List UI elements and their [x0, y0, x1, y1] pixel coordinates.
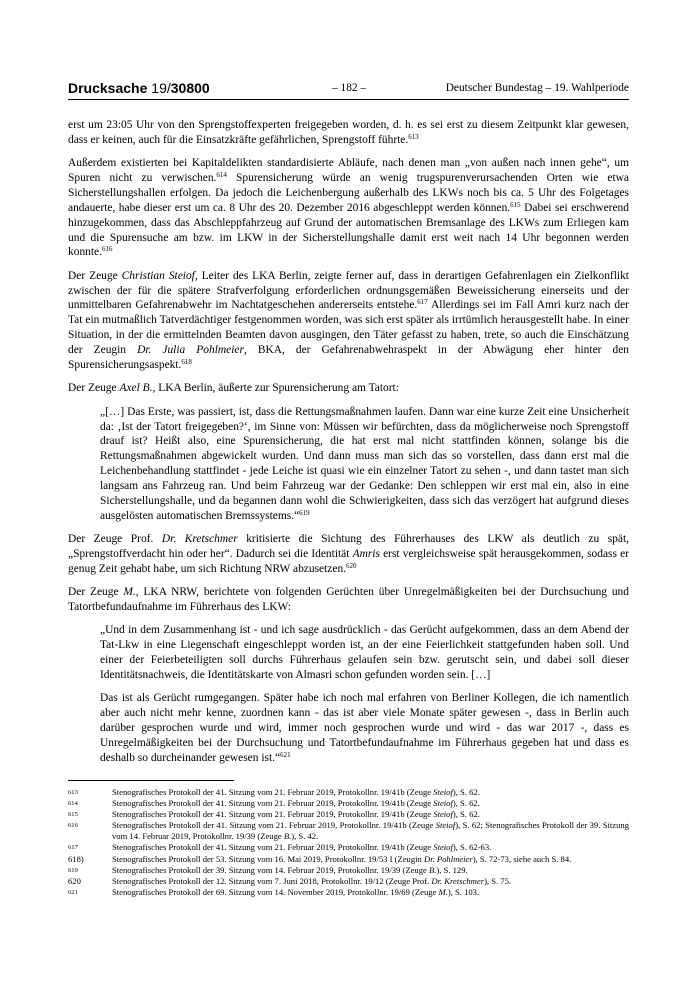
footnote: 617 Stenografisches Protokoll der 41. Sitzung vom 21. Februar 2019, Protokollnr. 19/41b (Zeuge Steiof), S. 62-63. [68, 842, 492, 853]
header-rule [68, 99, 629, 100]
footnote-ref[interactable]: 618 [181, 357, 192, 366]
footnote-number: 620 [68, 875, 81, 886]
footnote: 618) Stenografisches Protokoll der 53. Sitzung vom 16. Mai 2019, Protokollnr. 19/53 I (Zeugin Dr. Pohlmeier), S. 72-73, siehe auch S. 84. [68, 853, 572, 864]
page-header [68, 80, 629, 100]
paragraph: Der Zeuge Christian Steiof, Leiter des LKA Berlin, zeigte ferner auf, dass in derartigen Gefahrenlagen ein Zielkonflikt zwischen der für die spätere Strafverfolgung erforderlichen ordnungsgemäßen Beweissicherung einerseits und der unmittelbaren Gefahrenabwehr im Nachtatgeschehen andererseits entstehe.$^{617}$ Allerdings sei im Fall Amri kurz nach der Tat ein mutmaßlich Tatverdächtiger festgenommen worden, was sich erst später als irrtümlich herausgestellt habe. In einer Situation, in der die ermittelnden Beamten davon ausgingen, den Täter gefasst zu haben, trete, so auch die Einschätzung der Zeugin Dr. Julia Pohlmeier, BKA, der Gefahrenabwehraspekt in der Abwägung eher hinter den Spurensicherungsaspekt.$^{618}$ [68, 269, 629, 371]
footnote: 620 Stenografisches Protokoll der 12. Sitzung vom 7. Juni 2018, Protokollnr. 19/12 (Zeuge Prof. Dr. Kretschmer), S. 75. [68, 875, 512, 886]
footnote-number: 617 [68, 844, 78, 852]
footnote-number: 621 [68, 888, 78, 896]
witness-name: M. [123, 586, 136, 599]
footnote-number: 616 [68, 822, 78, 830]
footnote-ref[interactable]: 614 [216, 171, 227, 180]
footnote-number: 618) [68, 853, 84, 864]
witness-name: Axel B. [119, 382, 153, 395]
witness-name: Dr. Kretschmer [161, 533, 238, 546]
footnote-number: 619 [68, 866, 78, 874]
witness-name: Christian Steiof [121, 269, 195, 282]
footnote: 615 Stenografisches Protokoll der 41. Sitzung vom 21. Februar 2019, Protokollnr. 19/41b (Zeuge Steiof), S. 62. [68, 809, 480, 820]
paragraph: Der Zeuge M., LKA NRW, berichtete von folgenden Gerüchten über Unregelmäßigkeiten bei der Durchsuchung und Tatortbefundaufnahme im Führerhaus des LKW: [68, 586, 629, 614]
footnote-ref[interactable]: 615 [510, 200, 521, 209]
person-name: Amris [352, 547, 380, 560]
document-number: Drucksache 19/30800 [68, 80, 210, 96]
footnote: 621 Stenografisches Protokoll der 69. Sitzung vom 14. November 2019, Protokollnr. 19/69 (Zeuge M.), S. 103. [68, 886, 480, 897]
body-text [68, 118, 629, 774]
footnote-ref[interactable]: 613 [408, 132, 419, 141]
footnote-ref[interactable]: 616 [102, 245, 113, 254]
paragraph: Außerdem existierten bei Kapitaldelikten standardisierte Abläufe, nach denen man „von außen nach innen gehe“, um Spuren nicht zu verwischen.$^{614}$ Spurensicherung würde an wenig trugspurenverursachenden Orten wie etwa Sicherstellungshallen erfolgen. Da jedoch die Leichenbergung außerhalb des LKWs noch bis ca. 5 Uhr des Folgetages andauerte, habe dieser erst um ca. 8 Uhr des 20. Dezember 2016 abgeschleppt werden können.$^{615}$ Dabei sei erschwerend hinzugekommen, dass das Abschleppfahrzeug auf Grund der automatischen Bremsanlage des LKWs zum Erliegen kam und die Spurensuche am bzw. im LKW in der Sicherstellungshalle damit erst weit nach 14 Uhr begonnen werden konnte.$^{616}$ [68, 157, 629, 259]
footnote: 616 Stenografisches Protokoll der 41. Sitzung vom 21. Februar 2019, Protokollnr. 19/41b (Zeuge Steiof), S. 62; Stenografisches Protokoll der 39. Sitzung vom 14. Februar 2019, Protokollnr. 19/39 (Zeuge B.), S. 42. [68, 820, 629, 842]
footnote: 613 Stenografisches Protokoll der 41. Sitzung vom 21. Februar 2019, Protokollnr. 19/41b (Zeuge Steiof), S. 62. [68, 787, 480, 797]
footnote: 614 Stenografisches Protokoll der 41. Sitzung vom 21. Februar 2019, Protokollnr. 19/41b (Zeuge Steiof), S. 62. [68, 798, 480, 809]
witness-name: Dr. Julia Pohlmeier [137, 344, 244, 356]
block-quote: Das ist als Gerücht rumgegangen. Später habe ich noch mal erfahren von Berliner Kollegen, die ich namentlich aber auch nicht mehr kenne, zuordnen kann - das ist aber viele Monate später gewesen -, dass in Berlin auch darüber gesprochen wurde und wird, immer noch gesprochen wurde und wird - das war 2017 -, dass es Unregelmäßigkeiten bei der Durchsuchung und Tatortbefundaufnahme im Führerhaus gegeben hat und dass es deshalb so durcheinander gewesen ist.“$^{621}$ [100, 692, 629, 764]
footnote-rule [68, 780, 234, 781]
footnote-number: 615 [68, 811, 78, 819]
footnote-ref[interactable]: 620 [346, 561, 357, 570]
page-number: – 182 – [332, 82, 367, 94]
footnote: 619 Stenografisches Protokoll der 39. Sitzung vom 14. Februar 2019, Protokollnr. 19/39 (Zeuge B.), S. 129. [68, 864, 468, 875]
footnote-ref[interactable]: 619 [299, 508, 310, 517]
footnote-number: 613 [68, 789, 78, 796]
footnotes [68, 787, 629, 898]
paragraph: Der Zeuge Axel B., LKA Berlin, äußerte zur Spurensicherung am Tatort: [68, 382, 399, 395]
block-quote: „Und in dem Zusammenhang ist - und ich sage ausdrücklich - das Gerücht aufgekommen, dass an dem Abend der Tat-Lkw in eine Liegenschaft eingeschleppt worden ist, an der eine Feierlichkeit stattgefunden haben soll. Und einer der Feierbeteiligten soll durchs Führerhaus gelaufen sein bzw. gerutscht sein, und dabei soll dieser Identitätsnachweis, die Identitätskarte von Almasri schon gefunden worden sein. […] [100, 624, 629, 681]
footnote-ref[interactable]: 617 [417, 298, 428, 307]
institution-label: Deutscher Bundestag – 19. Wahlperiode [445, 82, 629, 94]
footnote-number: 614 [68, 800, 78, 808]
paragraph: erst um 23:05 Uhr von den Sprengstoffexperten freigegeben worden, d. h. es sei erst zu diesem Zeitpunkt klar gewesen, dass er keinen, auch für die Einsatzkräfte gefährlichen, Sprengstoff führte.$^{613}$ [68, 119, 629, 146]
footnote-ref[interactable]: 621 [280, 750, 291, 759]
paragraph: Der Zeuge Prof. Dr. Kretschmer kritisierte die Sichtung des Führerhauses des LKW als deutlich zu spät, „Sprengstoffverdacht hin oder her“. Dadurch sei die Identität Amris erst vergleichsweise spät herausgekommen, sodass er genug Zeit gehabt habe, um sich Richtung NRW abzusetzen.$^{620}$ [68, 533, 629, 575]
block-quote: „[…] Das Erste, was passiert, ist, dass die Rettungsmaßnahmen laufen. Dann war eine kurze Zeit eine Unsicherheit da: ‚Ist der Tatort freigegeben?‘, im Sinne von: Müssen wir befürchten, dass da möglicherweise noch Sprengstoff drauf ist? Heißt also, eine Spurensicherung, die hat erst mal nicht stattfinden können, solange bis die Rettungsmaßnahmen abgewickelt wurden. Und dann muss man sich das so vorstellen, dass dann erst mal die Leichenbehandlung stattfindet - jede Leiche ist quasi wie ein einzelner Tatort zu sehen -, und dann tastet man sich langsam ans Fahrzeug ran. Und beim Fahrzeug war der Gedanke: Den schleppen wir erst mal ein, also in eine Sicherstellungshalle, und da begannen dann wohl die Schwierigkeiten, dass sich das verzögert hat aufgrund dieses ausgelösten automatischen Bremssystems.“$^{619}$ [100, 405, 629, 522]
